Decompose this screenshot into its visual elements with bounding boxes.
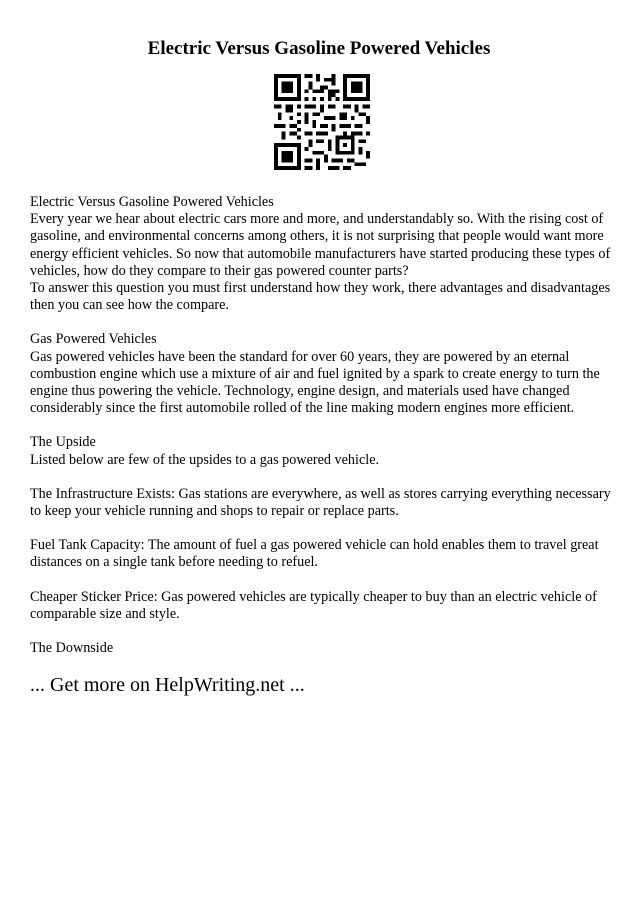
qr-code-icon	[274, 74, 370, 170]
upside-section	[30, 434, 616, 468]
upside-paragraph: Listed below are few of the upsides to a gas powered vehicle.	[30, 451, 380, 468]
intro-paragraph: Every year we hear about electric cars more and more, and understandably so. With the rising cost of gasoline, and environmental concerns among others, it is not surprising that people would want more energy efficient vehicles. So now that automobile manufacturers have started producing these types of vehicles, how do they compare to their gas powered counter parts?	[30, 211, 611, 279]
point-infrastructure: The Infrastructure Exists: Gas stations are everywhere, as well as stores carrying everything necessary to keep your vehicle running and shops to repair or replace parts.	[30, 485, 611, 520]
intro-section	[30, 194, 616, 314]
point-fuel-tank: Fuel Tank Capacity: The amount of fuel a gas powered vehicle can hold enables them to travel great distances on a single tank before needing to refuel.	[30, 537, 599, 571]
document-body	[30, 194, 616, 674]
intro-paragraph-2: To answer this question you must first understand how they work, there advantages and disadvantages then you can see how the compare.	[30, 280, 611, 314]
point-sticker-price: Cheaper Sticker Price: Gas powered vehicles are typically cheaper to buy than an electric vehicle of comparable size and style.	[30, 588, 597, 622]
downside-heading: The Downside	[30, 640, 114, 657]
document-title: Electric Versus Gasoline Powered Vehicles	[147, 38, 491, 59]
intro-heading: Electric Versus Gasoline Powered Vehicles	[30, 194, 274, 210]
upside-heading: The Upside	[30, 434, 96, 451]
get-more-link[interactable]: ... Get more on HelpWriting.net ...	[30, 674, 305, 696]
gas-section	[30, 331, 616, 417]
gas-heading: Gas Powered Vehicles	[30, 331, 157, 348]
gas-paragraph: Gas powered vehicles have been the standard for over 60 years, they are powered by an eternal combustion engine which use a mixture of air and fuel ignited by a spark to create energy to turn the engine thus powering the vehicle. Technology, engine design, and materials used have changed considerably since the first automobile rolled of the line making modern engines more efficient.	[30, 348, 600, 417]
qr-code-graphic	[274, 74, 370, 170]
